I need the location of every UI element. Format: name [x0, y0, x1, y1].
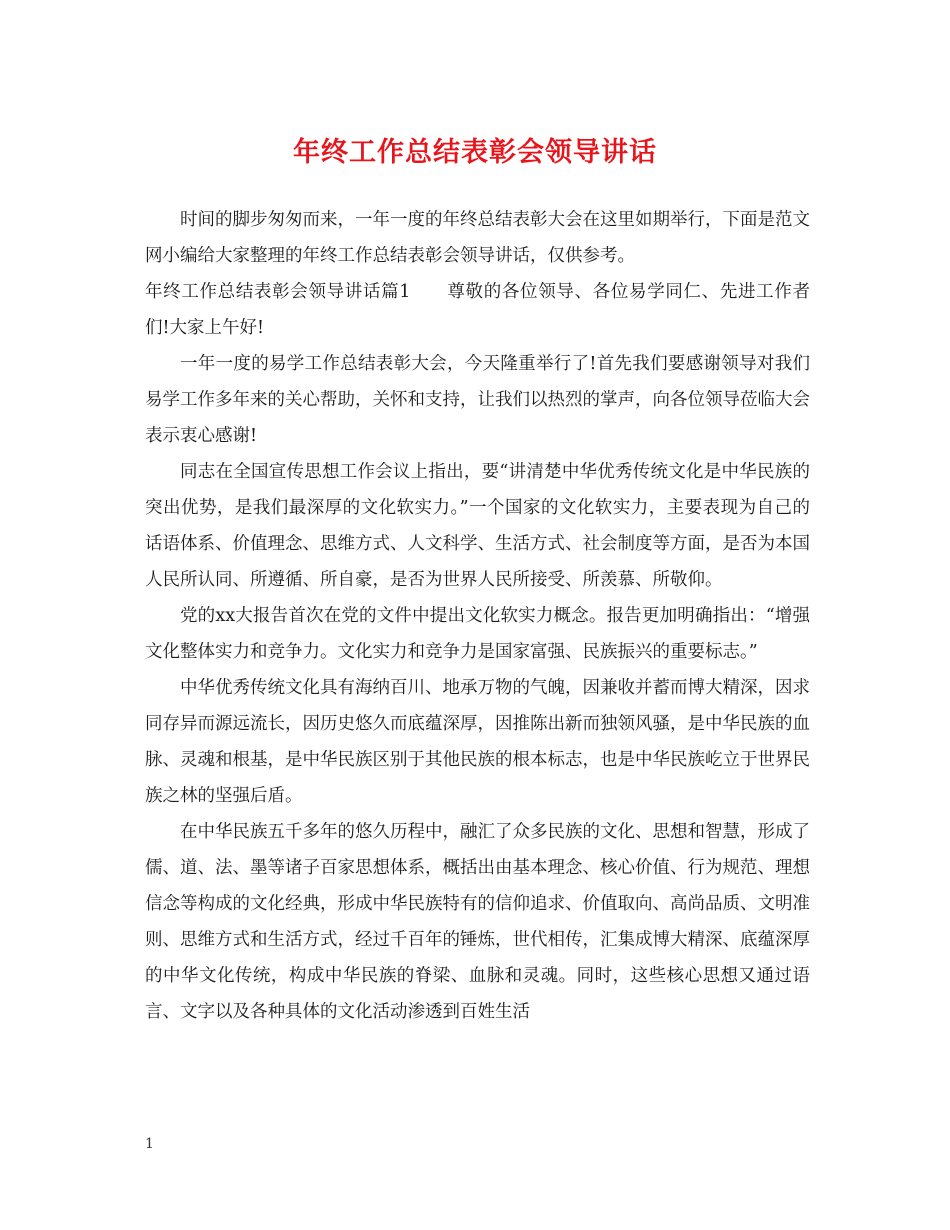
paragraph: 在中华民族五千多年的悠久历程中，融汇了众多民族的文化、思想和智慧，形成了儒、道、法、墨等诸子百家思想体系，概括出由基本理念、核心价值、行为规范、理想信念等构成的文化经典，形成中华民族特有的信仰追求、价值取向、高尚品质、文明准则、思维方式和生活方式，经过千百年的锤炼，世代相传，汇集成博大精深、底蕴深厚的中华文化传统，构成中华民族的脊梁、血脉和灵魂。同时，这些核心思想又通过语言、文字以及各种具体的文化活动渗透到百姓生活: [145, 822, 810, 1022]
page-number: 1: [145, 1136, 154, 1152]
paragraph-intro: 时间的脚步匆匆而来，一年一度的年终总结表彰大会在这里如期举行，下面是范文网小编给大家整理的年终工作总结表彰会领导讲话，仅供参考。: [145, 210, 810, 266]
paragraph: 同志在全国宣传思想工作会议上指出，要“讲清楚中华优秀传统文化是中华民族的突出优势，是我们最深厚的文化软实力。”一个国家的文化软实力，主要表现为自己的话语体系、价值理念、思维方式、人文科学、生活方式、社会制度等方面，是否为本国人民所认同、所遵循、所自豪，是否为世界人民所接受、所羡慕、所敬仰。: [145, 462, 810, 590]
paragraph: 中华优秀传统文化具有海纳百川、地承万物的气魄，因兼收并蓄而博大精深，因求同存异而源远流长，因历史悠久而底蕴深厚，因推陈出新而独领风骚，是中华民族的血脉、灵魂和根基，是中华民族区别于其他民族的根本标志，也是中华民族屹立于世界民族之林的坚强后盾。: [145, 678, 810, 806]
paragraph: 党的xx大报告首次在党的文件中提出文化软实力概念。报告更加明确指出：“增强文化整体实力和竞争力。文化实力和竞争力是国家富强、民族振兴的重要标志。”: [145, 606, 810, 662]
paragraph-salutation: 年终工作总结表彰会领导讲话篇1 尊敬的各位领导、各位易学同仁、先进工作者们!大家上午好!: [145, 282, 810, 338]
document-body: [145, 202, 810, 1030]
document-title: 年终工作总结表彰会领导讲话: [293, 137, 657, 168]
paragraph: 一年一度的易学工作总结表彰大会，今天隆重举行了!首先我们要感谢领导对我们易学工作多年来的关心帮助，关怀和支持，让我们以热烈的掌声，向各位领导莅临大会表示衷心感谢!: [145, 354, 810, 446]
